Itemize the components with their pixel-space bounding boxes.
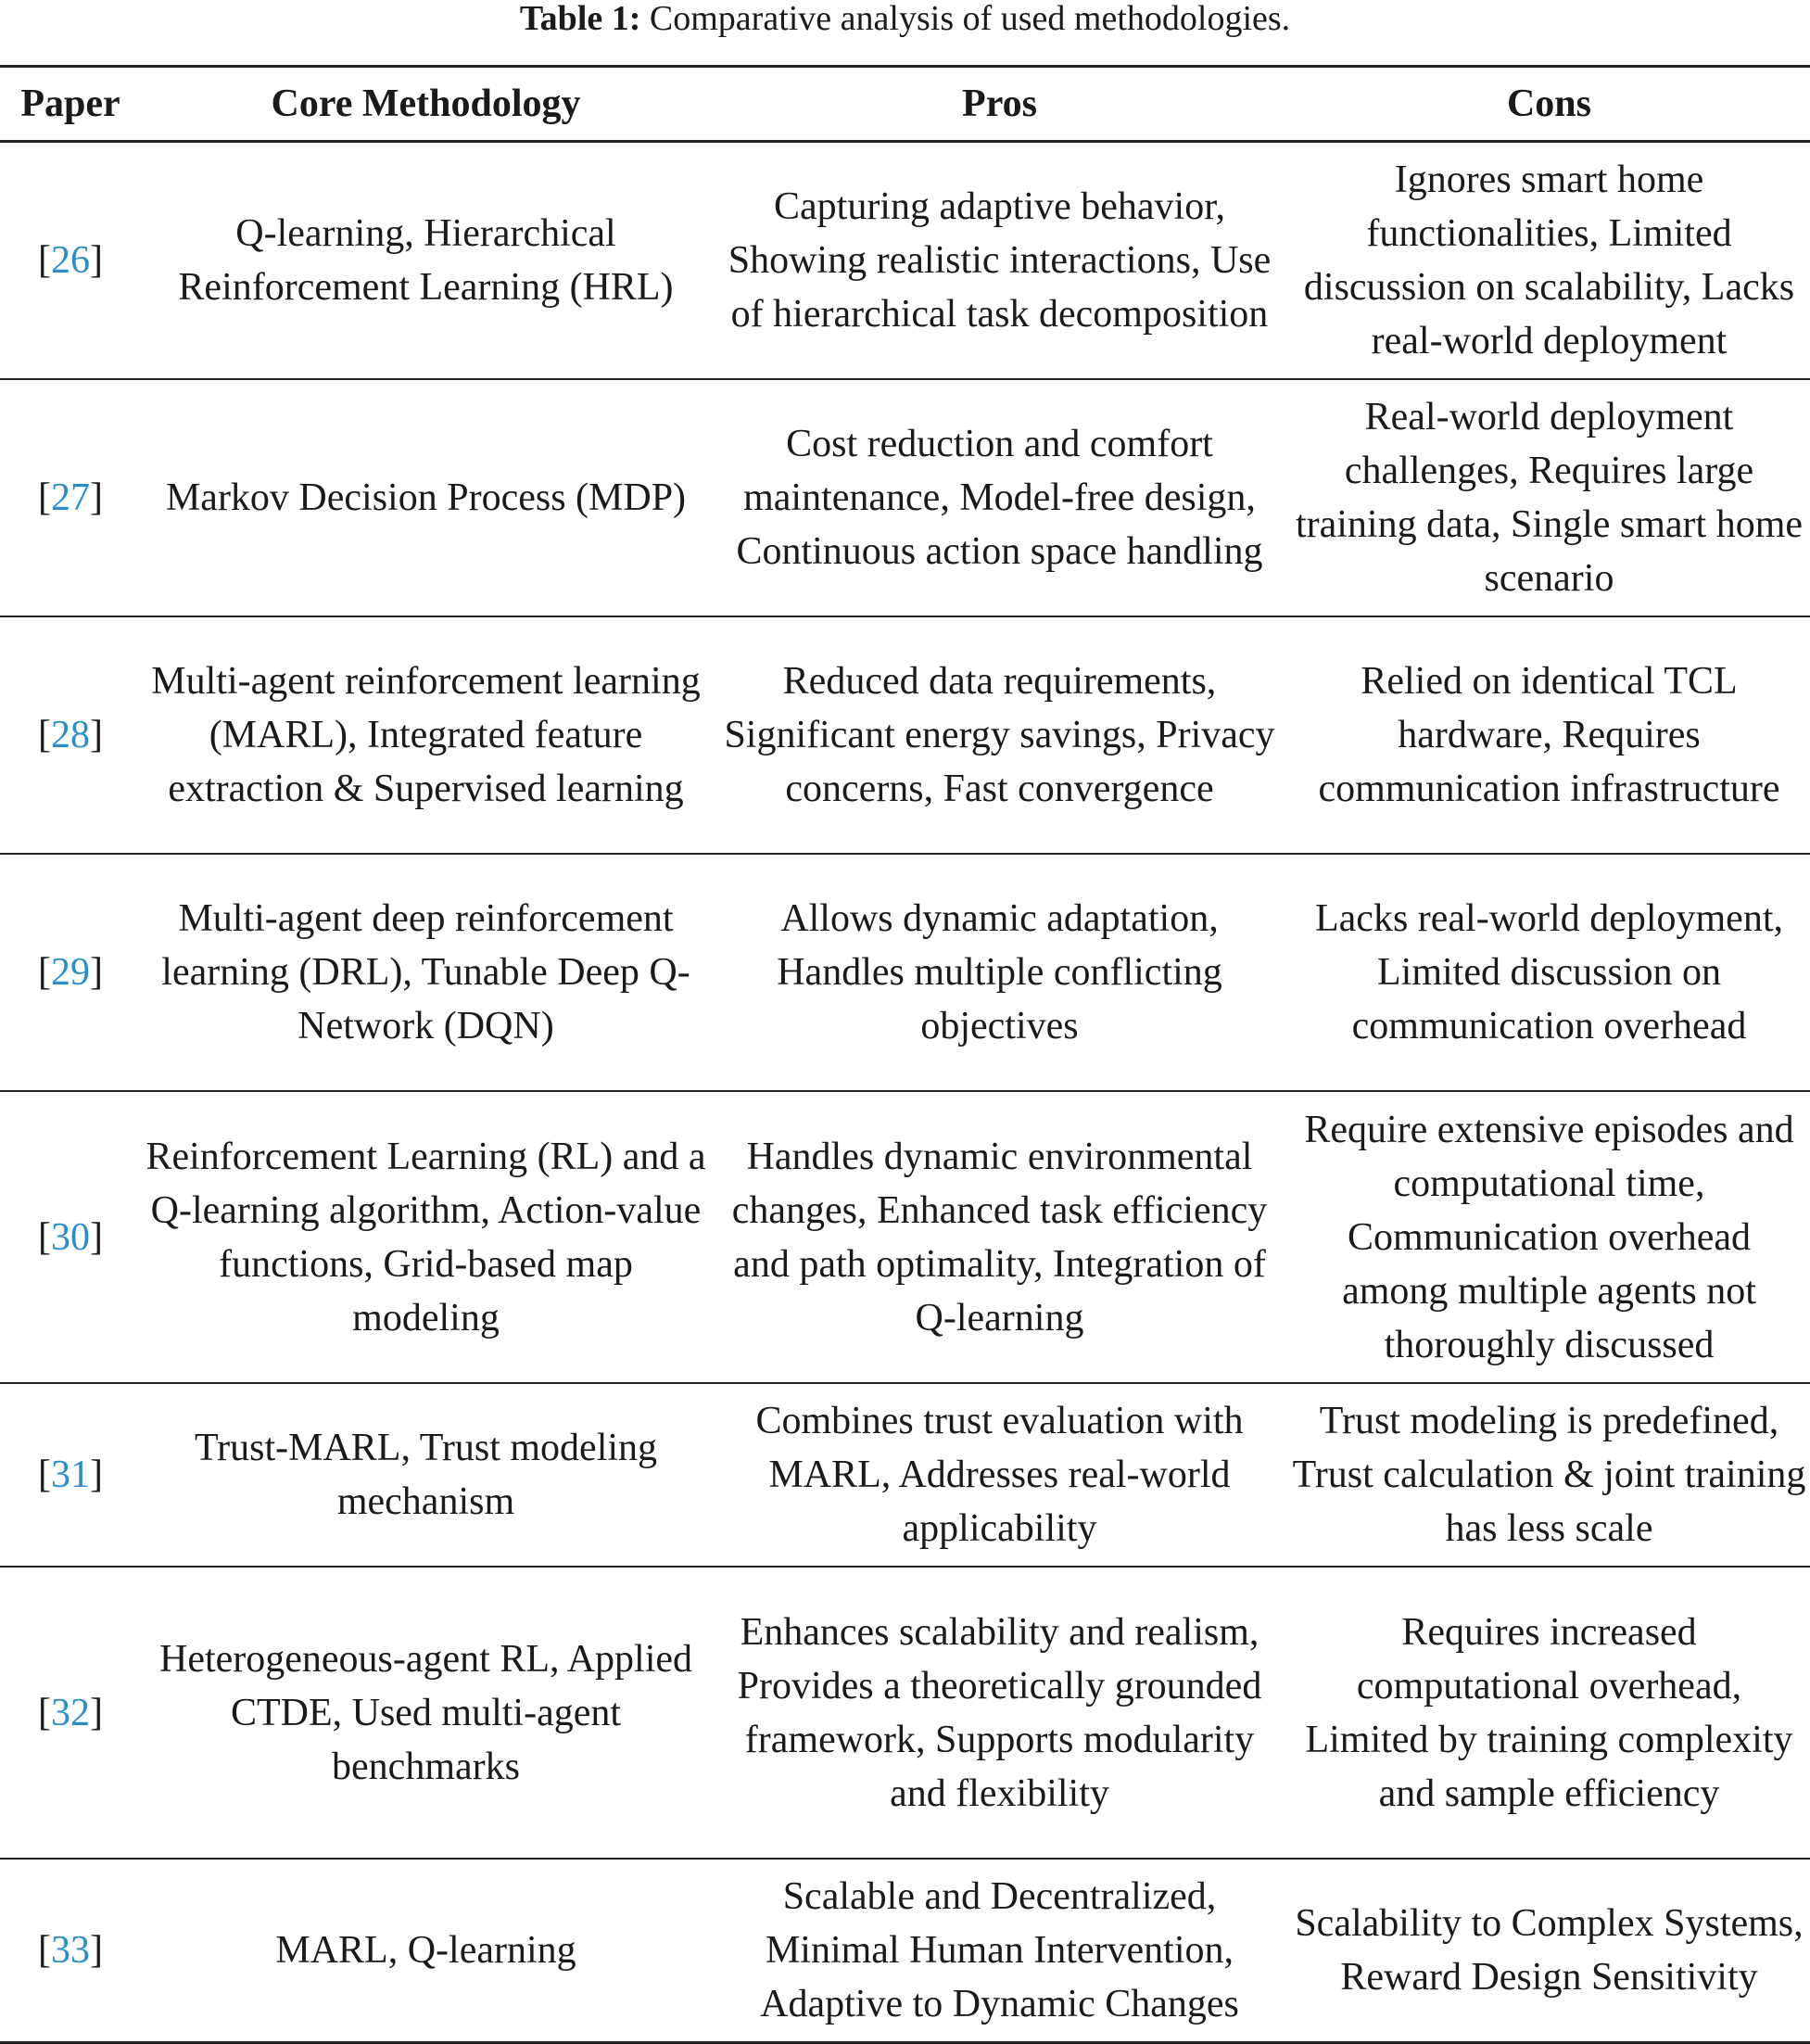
methodology-cell: Multi-agent reinforcement learning (MARL), Integrated feature extraction & Supervised learning [151, 660, 701, 810]
paper-ref: [26] [38, 239, 103, 282]
paper-ref: [27] [38, 476, 103, 519]
header-core-methodology: Core Methodology [271, 83, 581, 125]
pros-cell: Reduced data requirements, Significant energy savings, Privacy concerns, Fast convergence [724, 660, 1275, 810]
table-caption [0, 0, 1810, 43]
paper-ref: [30] [38, 1215, 103, 1259]
table-row [0, 379, 1810, 616]
table-row [0, 1567, 1810, 1859]
paper-ref: [29] [38, 951, 103, 994]
pros-cell: Scalable and Decentralized, Minimal Human Intervention, Adaptive to Dynamic Changes [760, 1875, 1239, 2025]
methodology-cell: MARL, Q-learning [275, 1929, 576, 1972]
methodology-cell: Heterogeneous-agent RL, Applied CTDE, Used multi-agent benchmarks [159, 1637, 692, 1788]
cons-cell: Relied on identical TCL hardware, Requires communication infrastructure [1318, 660, 1780, 810]
cons-cell: Require extensive episodes and computational time, Communication overhead among multiple agents not thoroughly discussed [1304, 1108, 1794, 1366]
cons-cell: Trust modeling is predefined, Trust calculation & joint training has less scale [1292, 1400, 1806, 1550]
methodology-cell: Trust-MARL, Trust modeling mechanism [194, 1427, 658, 1523]
table-row [0, 142, 1810, 380]
methodology-cell: Multi-agent deep reinforcement learning (DRL), Tunable Deep Q-Network (DQN) [161, 897, 690, 1047]
table-row [0, 1859, 1810, 2043]
header-cons: Cons [1506, 83, 1592, 125]
citation-link[interactable]: 28 [51, 714, 90, 756]
pros-cell: Cost reduction and comfort maintenance, Model-free design, Continuous action space handling [736, 423, 1263, 573]
paper-ref: [33] [38, 1929, 103, 1972]
citation-link[interactable]: 27 [51, 476, 90, 519]
table-row [0, 1091, 1810, 1383]
citation-link[interactable]: 33 [51, 1929, 90, 1972]
caption-text: Comparative analysis of used methodologies. [640, 0, 1291, 38]
pros-cell: Capturing adaptive behavior, Showing realistic interactions, Use of hierarchical task decomposition [728, 185, 1272, 336]
citation-link[interactable]: 32 [51, 1691, 90, 1734]
header-pros: Pros [962, 83, 1037, 125]
cons-cell: Real-world deployment challenges, Requires large training data, Single smart home scenario [1295, 396, 1804, 600]
pros-cell: Combines trust evaluation with MARL, Addresses real-world applicability [755, 1400, 1244, 1550]
citation-link[interactable]: 29 [51, 951, 90, 994]
pros-cell: Allows dynamic adaptation, Handles multiple conflicting objectives [777, 897, 1222, 1047]
citation-link[interactable]: 26 [51, 239, 90, 282]
cons-cell: Scalability to Complex Systems, Reward Design Sensitivity [1295, 1902, 1804, 1999]
cons-cell: Requires increased computational overhead, Limited by training complexity and sample efficiency [1305, 1610, 1793, 1815]
paper-ref: [31] [38, 1454, 103, 1496]
methodology-cell: Reinforcement Learning (RL) and a Q-learning algorithm, Action-value functions, Grid-based map modeling [146, 1135, 706, 1339]
pros-cell: Enhances scalability and realism, Provides a theoretically grounded framework, Supports modularity and flexibility [737, 1610, 1262, 1815]
header-row [0, 67, 1810, 142]
methodology-cell: Q-learning, Hierarchical Reinforcement Learning (HRL) [178, 212, 674, 309]
paper-ref: [28] [38, 714, 103, 756]
pros-cell: Handles dynamic environmental changes, Enhanced task efficiency and path optimality, Integration of Q-learning [731, 1135, 1268, 1339]
comparison-table [0, 65, 1810, 2044]
cons-cell: Lacks real-world deployment, Limited discussion on communication overhead [1315, 897, 1783, 1047]
table-row [0, 1383, 1810, 1567]
cons-cell: Ignores smart home functionalities, Limited discussion on scalability, Lacks real-world deployment [1303, 159, 1795, 362]
caption-label: Table 1: [519, 0, 641, 38]
citation-link[interactable]: 30 [51, 1215, 90, 1259]
table-row [0, 616, 1810, 854]
citation-link[interactable]: 31 [51, 1454, 90, 1496]
header-paper: Paper [20, 83, 120, 125]
paper-ref: [32] [38, 1691, 103, 1734]
methodology-cell: Markov Decision Process (MDP) [165, 476, 687, 519]
table-row [0, 854, 1810, 1091]
